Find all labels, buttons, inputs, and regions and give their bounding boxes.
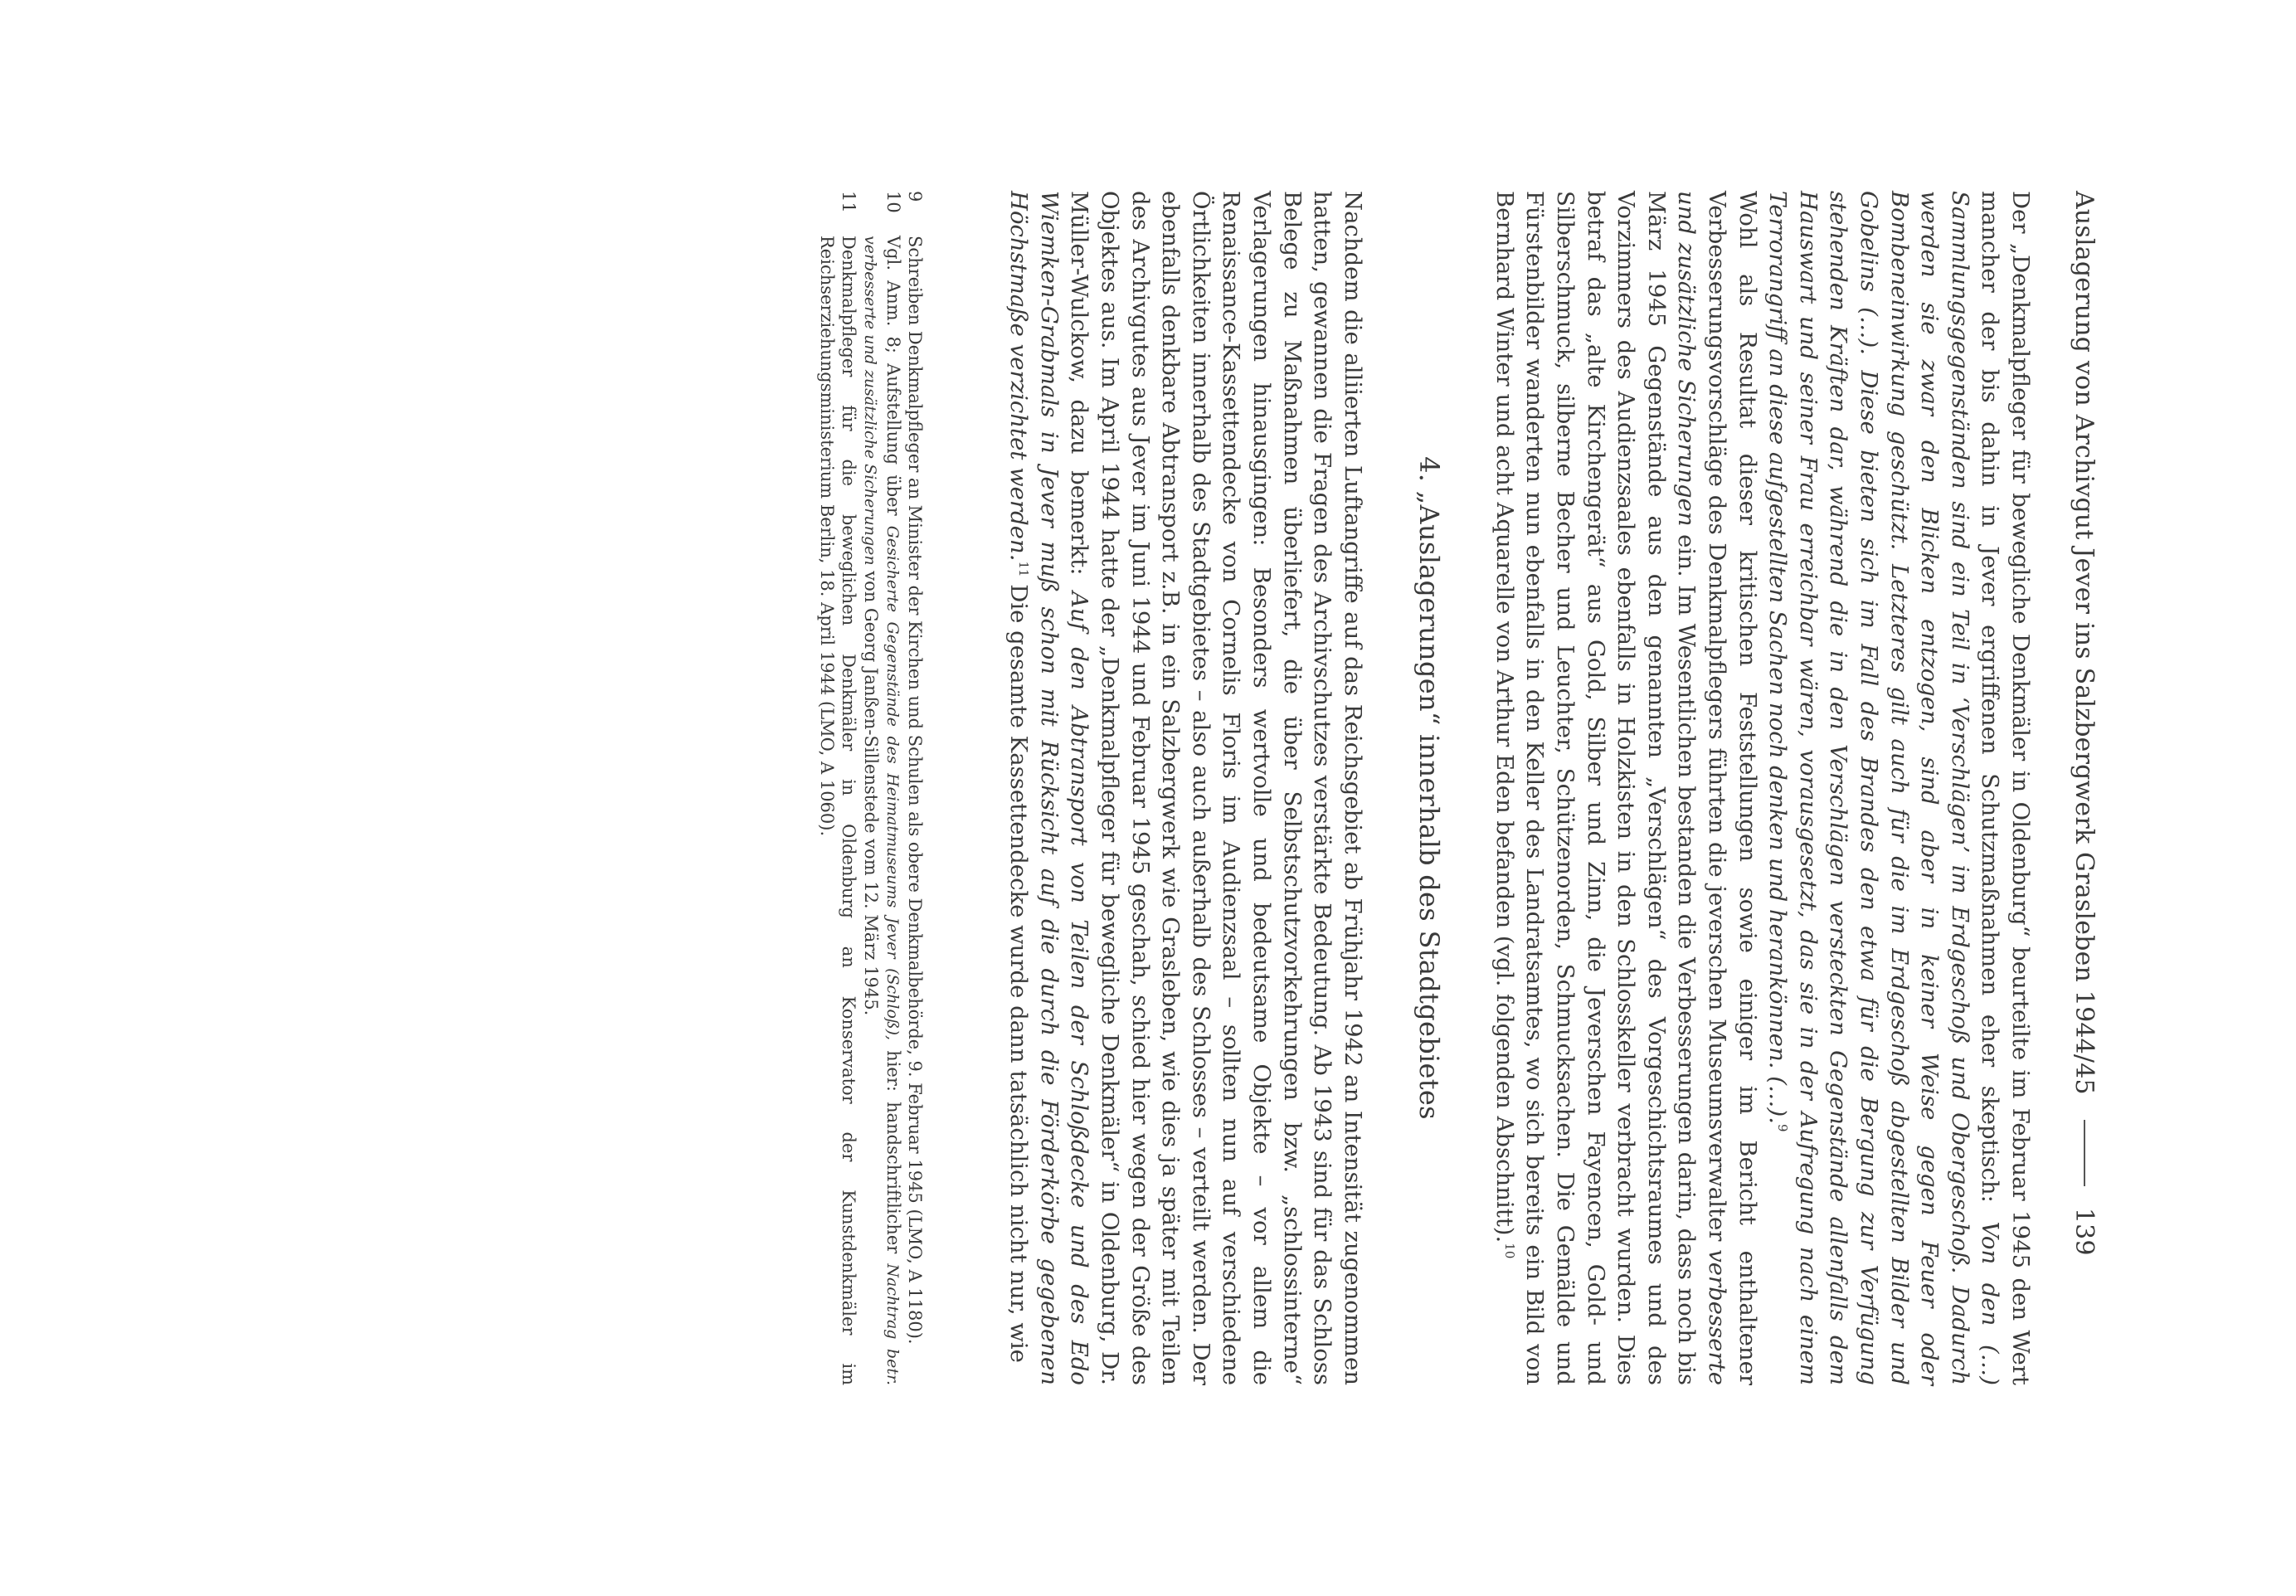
paragraph-3 <box>1004 191 1368 1385</box>
footnote-number: 11 <box>838 191 859 213</box>
footnote-text <box>816 236 859 1385</box>
footnote-text-a: Denkmalpfleger für die beweglichen Denkmäler in Oldenburg an Konservator der Kunstdenkmäler im Reichserziehungsministerium Berlin, 18. April 1944 (LMO, A 1060). <box>816 236 859 1385</box>
footnote-text-b: hier: handschriftlicher <box>883 1040 903 1264</box>
paragraph-1-text: Der „Denkmalpfleger für bewegliche Denkmäler in Oldenburg“ beurteilte im Februar 1945 den Wert mancher der bis dahin in Jever ergriffenen Schutzmaßnahmen eher skeptisch: <box>1977 191 2034 1385</box>
paragraph-1 <box>1763 191 2036 1385</box>
footnotes <box>816 191 926 1385</box>
footnote-text-a: Schreiben Denkmalpfleger an Minister der Kirchen und Schulen als obere Denkmalbehörde, 9. Februar 1945 (LMO, A 1180). <box>904 236 925 1345</box>
running-header <box>2064 191 2105 1385</box>
paragraph-1-quote: Von den (…) Sammlungsgegenständen sind ein Teil in ‘Verschlägen’ im Erdgeschoß und Obergeschoß. Dadurch werden sie zwar den Blicken entzogen, sind aber in keiner Weise gegen Feuer oder Bombeneinwirkung geschützt. Letzteres gilt auch für die im Erdgeschoß abgestellten Bilder und Gobelins (…). Diese bieten sich im Fall des Brandes den etwa für die Bergung zur Verfügung stehenden Kräften dar, während die in den Verschlägen versteckten Gegenstände allenfalls dem Hauswart und seiner Frau erreichbar wären, vorausgesetzt, das sie in der Aufregung nach einem Terrorangriff an diese aufgestellten Sachen noch denken und herankönnen. (…). <box>1764 191 2004 1385</box>
page-number: 139 <box>2070 1207 2099 1256</box>
paragraph-3-text-a: Nachdem die alliierten Luftangriffe auf das Reichsgebiet ab Frühjahr 1942 an Intensität zugenommen hatten, gewannen die Fragen des Archivschutzes verstärkte Bedeutung. Ab 1943 sind für das Schloss Belege zu Maßnahmen überliefert, die über Selbstschutzvorkehrungen bzw. „schlossinterne“ Verlagerungen hinausgingen: Besonders wertvolle und bedeutsame Objekte – vor allem die Renaissance-Kassettendecke von Cornelis Floris im Audienzsaal – sollten nun auf verschiedene Örtlichkeiten innerhalb des Stadtgebietes – also auch außerhalb des Schlosses – verteilt werden. Der ebenfalls denkbare Abtransport z.B. in ein Salzbergwerk wie Grasleben, wie dies ja später mit Teilen des Archivgutes aus Jever im Juni 1944 und Februar 1945 geschah, schied hier wegen der Größe des Objektes aus. Im April 1944 hatte der „Denkmalpfleger für bewegliche Denkmäler“ in Oldenburg, Dr. Müller-Wulckow, dazu bemerkt: <box>1066 191 1366 1385</box>
paragraph-3-quote: Auf den Abtransport von Teilen der Schloßdecke und des Edo Wiemken-Grabmals in Jever muß schon mit Rücksicht auf die durch die Förderkörbe gegebenen Höchstmaße verzichtet werden. <box>1005 191 1093 1385</box>
paragraph-2 <box>1489 191 1762 1385</box>
footnote-text-c: von Georg Janßen-Sillenstede vom 12. März 1945. <box>860 565 881 1016</box>
footnote-ref-11[interactable]: 11 <box>1016 561 1032 577</box>
footnote-ref-9[interactable]: 9 <box>1775 1123 1791 1132</box>
running-title: Auslagerung von Archivgut Jever ins Salzbergwerk Grasleben 1944/45 <box>2070 191 2099 1095</box>
page-content <box>816 191 2105 1385</box>
paragraph-2-text-a: Wohl als Resultat dieser kritischen Feststellungen sowie einiger im Bericht enthaltener Verbesserungsvorschläge des Denkmalpflegers führten die jeverschen Museumsverwalter <box>1704 191 1761 1385</box>
footnote <box>816 191 859 1385</box>
footnote-text-a: Vgl. Anm. 8; Aufstellung über <box>883 236 903 526</box>
footnote-text <box>859 236 904 1385</box>
paragraph-2-emphasis: verbesserte und zusätzliche Sicherungen <box>1673 191 1731 1385</box>
paragraph-3-text-b: Die gesamte Kassettendecke wurde dann tatsächlich nicht nur, wie <box>1005 577 1033 1363</box>
footnote <box>904 191 926 1385</box>
paragraph-2-text-b: ein. Im Wesentlichen bestanden die Verbesserungen darin, dass noch bis März 1945 Gegenstände aus den genannten „Verschlägen“ des Vorgeschichtsraumes und des Vorzimmers des Audienzsaales ebenfalls in Holzkisten in den Schlosskeller verbracht wurden. Dies betraf das „alte Kirchengerät“ aus Gold, Silber und Zinn, die Jeverschen Fayencen, Gold- und Silberschmuck, silberne Becher und Leuchter, Schützenorden, Schmucksachen. Die Gemälde und Fürstenbilder wanderten nun ebenfalls in den Keller des Landratsamtes, wo sich bereits ein Bild von Bernhard Winter und acht Aquarelle von Arthur Eden befanden (vgl. folgenden Abschnitt). <box>1491 191 1700 1385</box>
footnote <box>859 191 904 1385</box>
footnote-text <box>904 236 926 1385</box>
footnote-number: 9 <box>904 191 925 202</box>
body-text <box>1004 191 2036 1385</box>
section-heading: 4. „Auslagerungen“ innerhalb des Stadtgebietes <box>1413 456 1446 1120</box>
footnote-ref-10[interactable]: 10 <box>1502 1243 1518 1259</box>
footnote-number: 10 <box>883 191 903 213</box>
header-rule <box>2084 1120 2085 1186</box>
footnote-emphasis-2: Nachtrag betr. verbesserte und zusätzliche Sicherungen <box>860 236 902 1386</box>
footnote-emphasis: Gesicherte Gegenstände des Heimatmuseums Jever (Schloß), <box>883 525 902 1041</box>
